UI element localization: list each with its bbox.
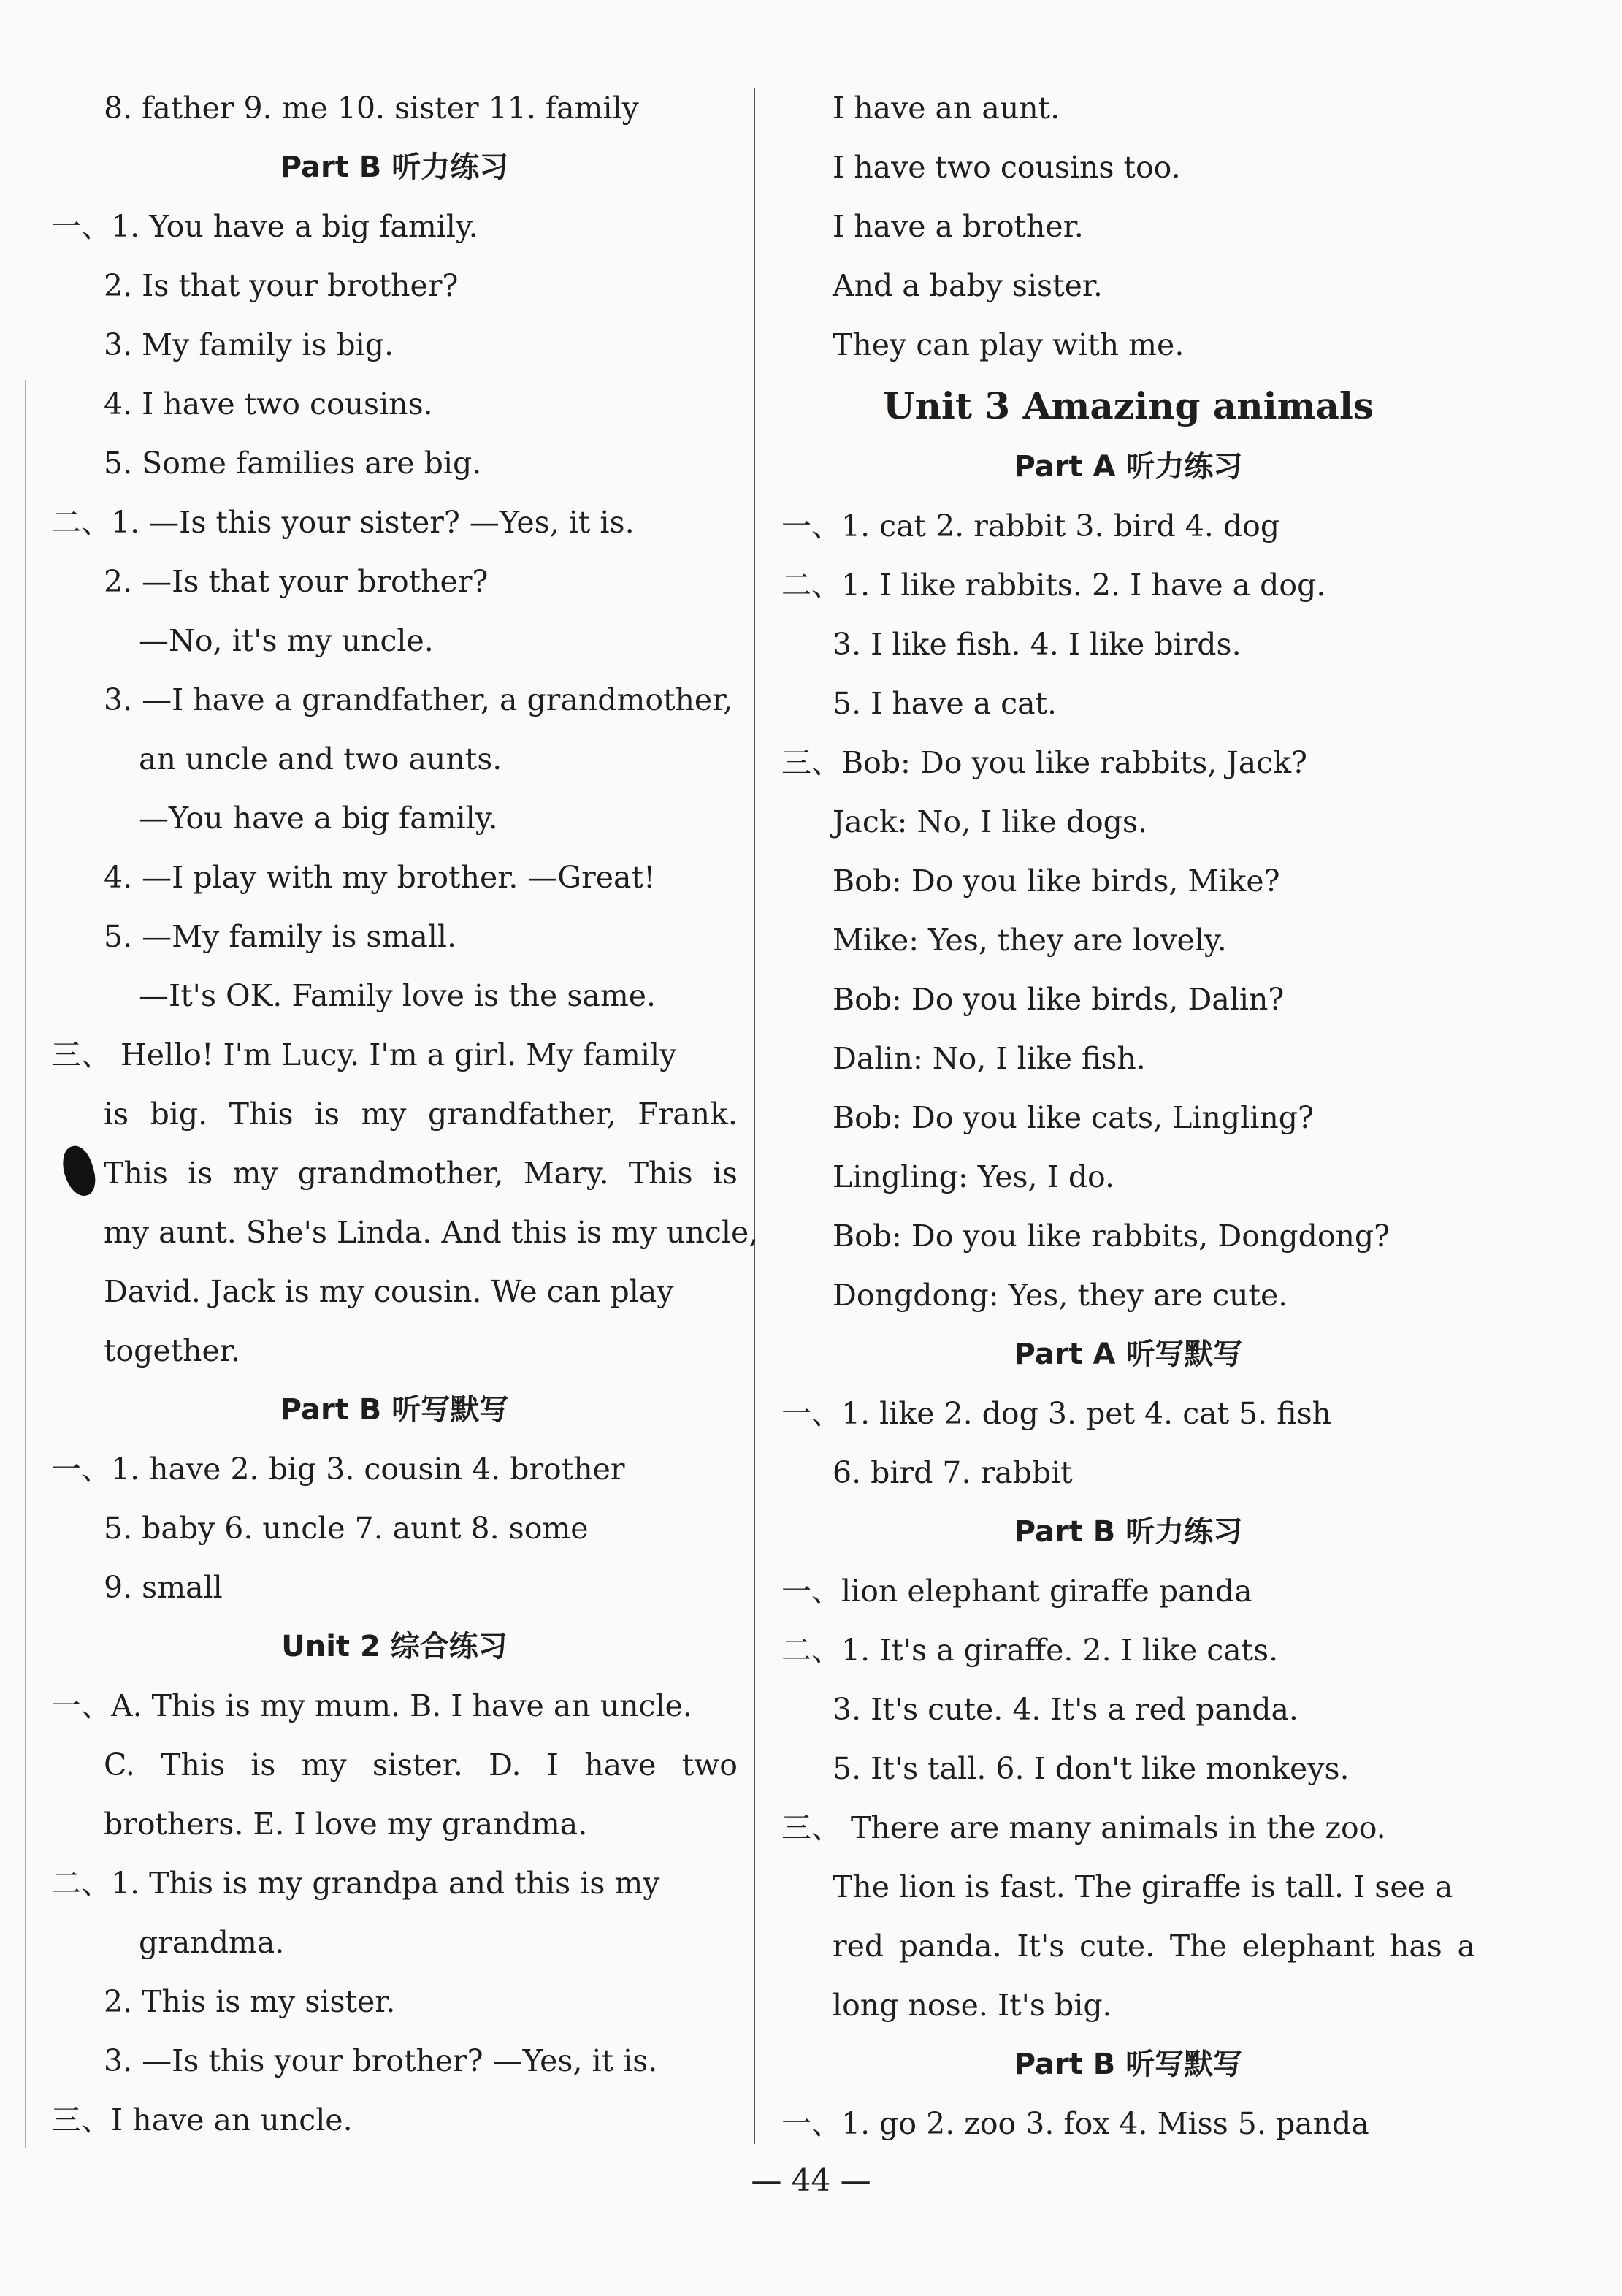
- text-line: David. Jack is my cousin. We can play: [104, 1274, 674, 1309]
- word: panda.: [898, 1929, 1002, 1964]
- word: cute.: [1079, 1929, 1155, 1964]
- text-line: 5. —My family is small.: [104, 919, 457, 954]
- word: Frank.: [638, 1096, 738, 1132]
- text-line: 9. small: [104, 1570, 223, 1605]
- text-line: 一、1. like 2. dog 3. pet 4. cat 5. fish: [781, 1396, 1332, 1431]
- section-heading: Part B 听力练习: [280, 150, 509, 184]
- word: The: [1169, 1929, 1227, 1964]
- text-line: 3. —I have a grandfather, a grandmother,: [104, 682, 733, 717]
- word: red: [833, 1929, 884, 1964]
- word: my: [232, 1156, 278, 1191]
- text-line: Dongdong: Yes, they are cute.: [833, 1278, 1288, 1313]
- text-line: And a baby sister.: [833, 268, 1103, 303]
- text-line: I have two cousins too.: [833, 150, 1181, 185]
- page-number: — 44 —: [751, 2162, 871, 2198]
- text-line: 3. —Is this your brother? —Yes, it is.: [104, 2043, 658, 2078]
- text-line: 5. Some families are big.: [104, 446, 482, 481]
- word: has: [1389, 1929, 1442, 1964]
- word: D.: [489, 1747, 521, 1782]
- text-line: 5. I have a cat.: [833, 686, 1057, 721]
- text-line: 一、1. You have a big family.: [51, 209, 478, 244]
- word: grandmother,: [297, 1156, 504, 1191]
- text-line: Bob: Do you like birds, Dalin?: [833, 982, 1285, 1017]
- text-line: Bob: Do you like birds, Mike?: [833, 863, 1280, 899]
- text-line: 二、1. This is my grandpa and this is my: [51, 1866, 660, 1901]
- text-line: 2. —Is that your brother?: [104, 564, 489, 599]
- section-heading: Part B 听写默写: [1014, 2048, 1243, 2081]
- text-line: 6. bird 7. rabbit: [833, 1455, 1073, 1490]
- text-line: long nose. It's big.: [833, 1988, 1112, 2023]
- word: This: [161, 1747, 226, 1782]
- word: This: [104, 1156, 168, 1191]
- text-line: They can play with me.: [833, 327, 1185, 362]
- text-line: 二、1. —Is this your sister? —Yes, it is.: [51, 505, 635, 540]
- word: elephant: [1242, 1929, 1375, 1964]
- word: This: [229, 1096, 294, 1132]
- text-line: —It's OK. Family love is the same.: [139, 978, 657, 1013]
- text-line: 三、I have an uncle.: [51, 2102, 353, 2137]
- right-column: [781, 79, 1475, 2154]
- text-line: Jack: No, I like dogs.: [833, 804, 1148, 839]
- text-line: 8. father 9. me 10. sister 11. family: [104, 91, 639, 126]
- text-line: 5. It's tall. 6. I don't like monkeys.: [833, 1751, 1350, 1786]
- text-line: Mike: Yes, they are lovely.: [833, 923, 1227, 958]
- word: sister.: [372, 1747, 463, 1782]
- text-line: [51, 1144, 738, 1203]
- word: have: [584, 1747, 657, 1782]
- text-line: I have a brother.: [833, 209, 1084, 244]
- text-line: 4. —I play with my brother. —Great!: [104, 860, 656, 895]
- left-column: [51, 79, 759, 2150]
- text-line: 三、Bob: Do you like rabbits, Jack?: [781, 745, 1308, 780]
- text-line: Lingling: Yes, I do.: [833, 1159, 1115, 1194]
- text-line: Bob: Do you like cats, Lingling?: [833, 1100, 1314, 1135]
- text-line: The lion is fast. The giraffe is tall. I see a: [833, 1869, 1453, 1904]
- text-line: 一、A. This is my mum. B. I have an uncle.: [51, 1688, 692, 1723]
- text-line: 二、1. I like rabbits. 2. I have a dog.: [781, 568, 1326, 603]
- text-line: 3. I like fish. 4. I like birds.: [833, 627, 1242, 662]
- text-line: brothers. E. I love my grandma.: [104, 1807, 588, 1842]
- section-heading: Part A 听力练习: [1014, 450, 1243, 484]
- word: a: [1457, 1929, 1475, 1964]
- text-line: grandma.: [139, 1925, 285, 1960]
- text-line: [51, 1085, 738, 1144]
- page-edge-line: [25, 380, 26, 2148]
- word: two: [681, 1747, 738, 1782]
- word: It's: [1017, 1929, 1065, 1964]
- word: is: [712, 1156, 738, 1191]
- text-line: Dalin: No, I like fish.: [833, 1041, 1146, 1076]
- section-heading: Part A 听写默写: [1014, 1338, 1243, 1371]
- word: is: [250, 1747, 276, 1782]
- column-divider: [754, 88, 755, 2144]
- section-heading: Unit 2 综合练习: [281, 1630, 508, 1663]
- text-line: 2. This is my sister.: [104, 1984, 396, 2019]
- text-line: —No, it's my uncle.: [139, 623, 434, 658]
- text-line: 三、 Hello! I'm Lucy. I'm a girl. My family: [51, 1037, 677, 1072]
- word: is: [104, 1096, 129, 1132]
- word: my: [361, 1096, 407, 1132]
- text-line: [51, 1736, 738, 1795]
- text-line: I have an aunt.: [833, 91, 1060, 126]
- text-line: 一、1. go 2. zoo 3. fox 4. Miss 5. panda: [781, 2106, 1369, 2141]
- text-line: an uncle and two aunts.: [139, 741, 502, 777]
- word: big.: [150, 1096, 208, 1132]
- text-line: 二、1. It's a giraffe. 2. I like cats.: [781, 1633, 1279, 1668]
- word: C.: [104, 1747, 135, 1782]
- text-line: 一、1. have 2. big 3. cousin 4. brother: [51, 1452, 625, 1487]
- text-line: together.: [104, 1333, 240, 1368]
- text-line: 4. I have two cousins.: [104, 386, 433, 422]
- word: I: [546, 1747, 559, 1782]
- text-line: [781, 1917, 1475, 1976]
- text-line: 一、1. cat 2. rabbit 3. bird 4. dog: [781, 508, 1280, 544]
- section-heading: Part B 听力练习: [1014, 1515, 1243, 1549]
- word: grandfather,: [427, 1096, 616, 1132]
- unit-title: Unit 3 Amazing animals: [882, 384, 1374, 427]
- text-line: 2. Is that your brother?: [104, 268, 459, 303]
- text-line: Bob: Do you like rabbits, Dongdong?: [833, 1218, 1390, 1254]
- text-line: 3. My family is big.: [104, 327, 394, 362]
- text-line: 3. It's cute. 4. It's a red panda.: [833, 1692, 1298, 1727]
- text-line: 一、lion elephant giraffe panda: [781, 1574, 1252, 1609]
- text-line: —You have a big family.: [139, 801, 498, 836]
- word: Mary.: [523, 1156, 609, 1191]
- word: This: [628, 1156, 693, 1191]
- word: is: [188, 1156, 213, 1191]
- word: my: [301, 1747, 347, 1782]
- text-line: 5. baby 6. uncle 7. aunt 8. some: [104, 1511, 589, 1546]
- word: is: [314, 1096, 340, 1132]
- text-line: my aunt. She's Linda. And this is my uncle,: [104, 1215, 759, 1250]
- section-heading: Part B 听写默写: [280, 1393, 509, 1427]
- text-line: 三、 There are many animals in the zoo.: [781, 1810, 1386, 1845]
